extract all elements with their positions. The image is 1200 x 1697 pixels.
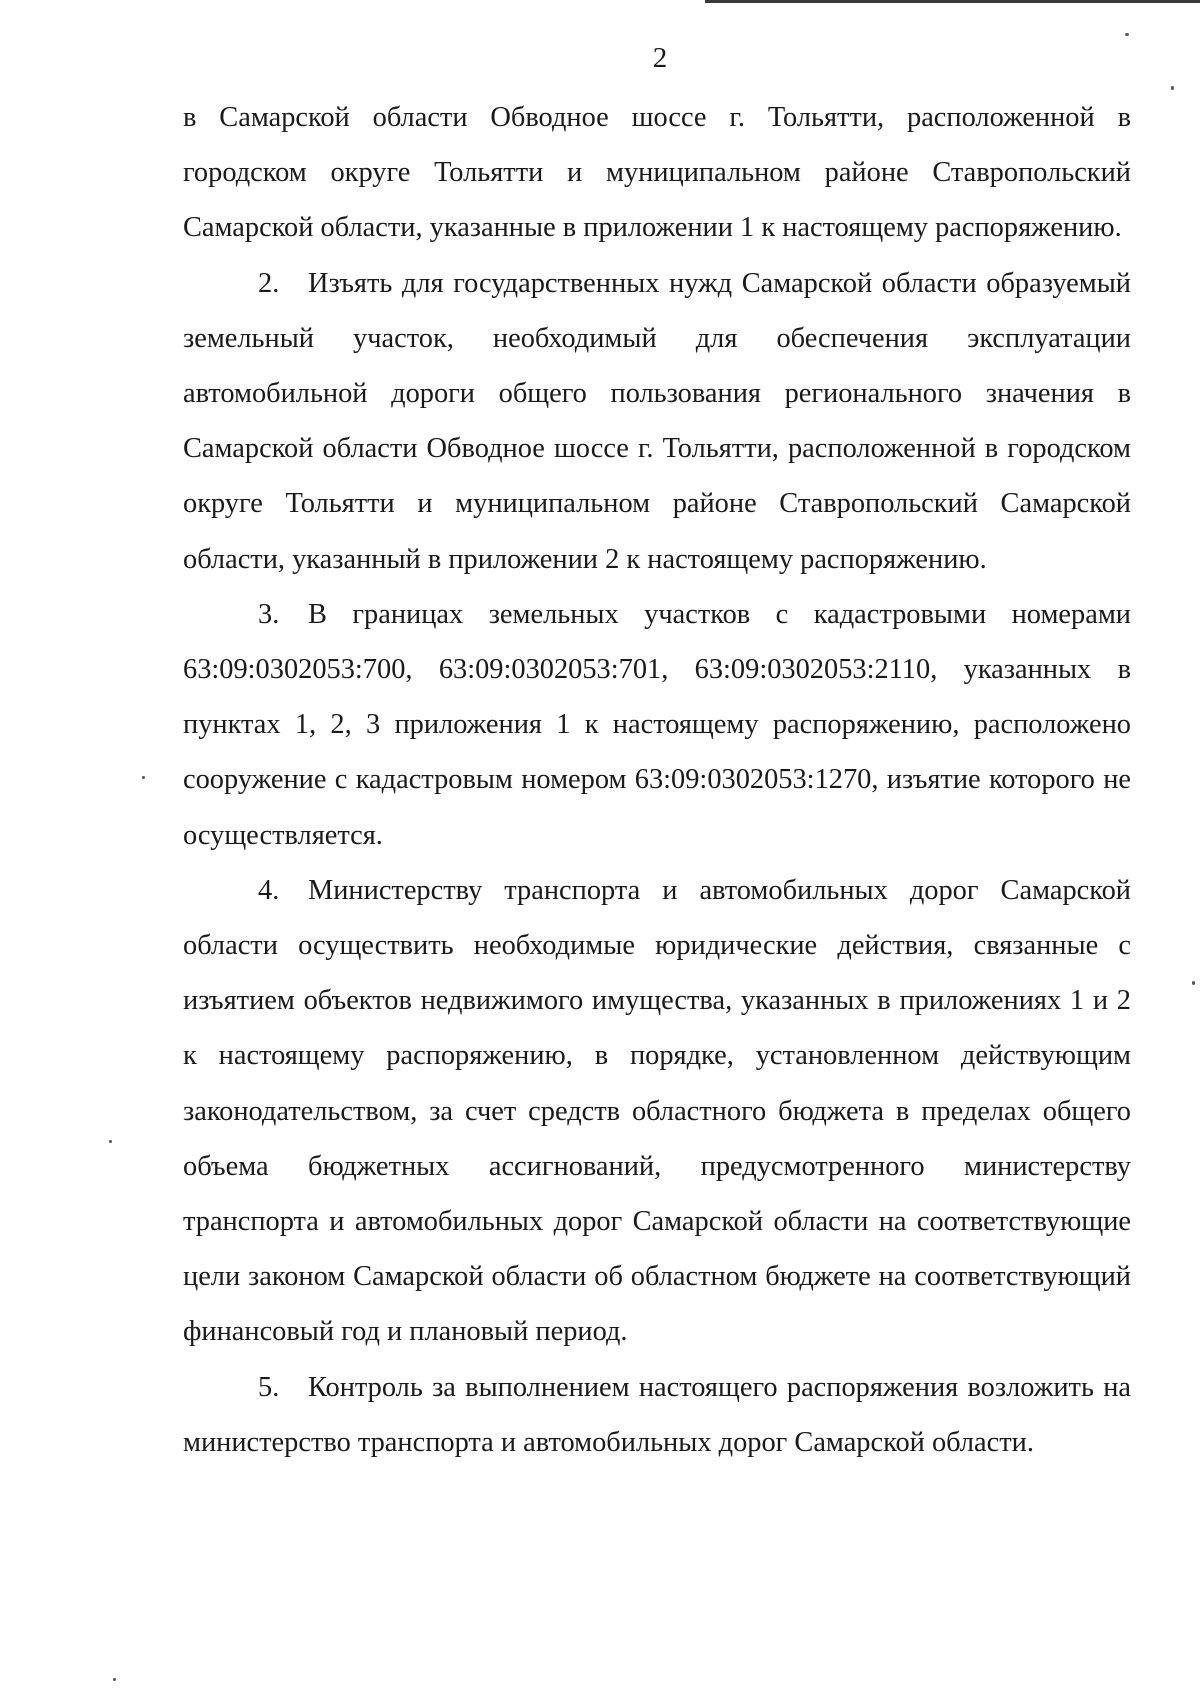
page-number: 2 xyxy=(652,42,668,74)
scan-speck xyxy=(1171,86,1174,90)
paragraph-item-5 xyxy=(183,1360,1131,1470)
scan-edge-line xyxy=(705,0,1200,3)
paragraph-continuation xyxy=(183,90,1131,256)
paragraph-number: 4. xyxy=(258,874,280,906)
paragraph-text: Контроль за выполнением настоящего распоряжения возложить на министерство транспорта и автомобильных дорог Самарской области. xyxy=(183,1371,1131,1458)
paragraph-text: в Самарской области Обводное шоссе г. Тольятти, расположенной в городском округе Тольятти и муниципальном районе Ставропольский Самарской области, указанные в приложении 1 к настоящему распоряжению. xyxy=(183,102,1131,244)
scan-speck xyxy=(109,1140,112,1143)
paragraph-item-3 xyxy=(183,587,1131,863)
scan-speck xyxy=(142,776,145,779)
document-body xyxy=(183,90,1131,1470)
scan-speck xyxy=(1125,33,1129,36)
paragraph-text: В границах земельных участков с кадастровыми номерами 63:09:0302053:700, 63:09:0302053:701, 63:09:0302053:2110, указанных в пунктах 1, 2, 3 приложения 1 к настоящему распоряжению, расположено сооружение с кадастровым номером 63:09:0302053:1270, изъятие которого не осуществляется. xyxy=(183,598,1131,851)
paragraph-item-4 xyxy=(183,863,1131,1360)
paragraph-text: Изъять для государственных нужд Самарской области образуемый земельный участок, необходимый для обеспечения эксплуатации автомобильной дороги общего пользования регионального значения в Самарской области Обводное шоссе г. Тольятти, расположенной в городском округе Тольятти и муниципальном районе Ставропольский Самарской области, указанный в приложении 2 к настоящему распоряжению. xyxy=(183,267,1131,575)
paragraph-number: 5. xyxy=(258,1371,280,1403)
scan-speck xyxy=(1192,981,1195,985)
paragraph-item-2 xyxy=(183,256,1131,587)
paragraph-number: 2. xyxy=(258,267,280,299)
paragraph-text: Министерству транспорта и автомобильных дорог Самарской области осуществить необходимые юридические действия, связанные с изъятием объектов недвижимого имущества, указанных в приложениях 1 и 2 к настоящему распоряжению, в порядке, установленном действующим законодательством, за счет средств областного бюджета в пределах общего объема бюджетных ассигнований, предусмотренного министерству транспорта и автомобильных дорог Самарской области на соответствующие цели законом Самарской области об областном бюджете на соответствующий финансовый год и плановый период. xyxy=(183,874,1131,1348)
scan-speck xyxy=(113,1678,116,1681)
paragraph-number: 3. xyxy=(258,598,280,630)
